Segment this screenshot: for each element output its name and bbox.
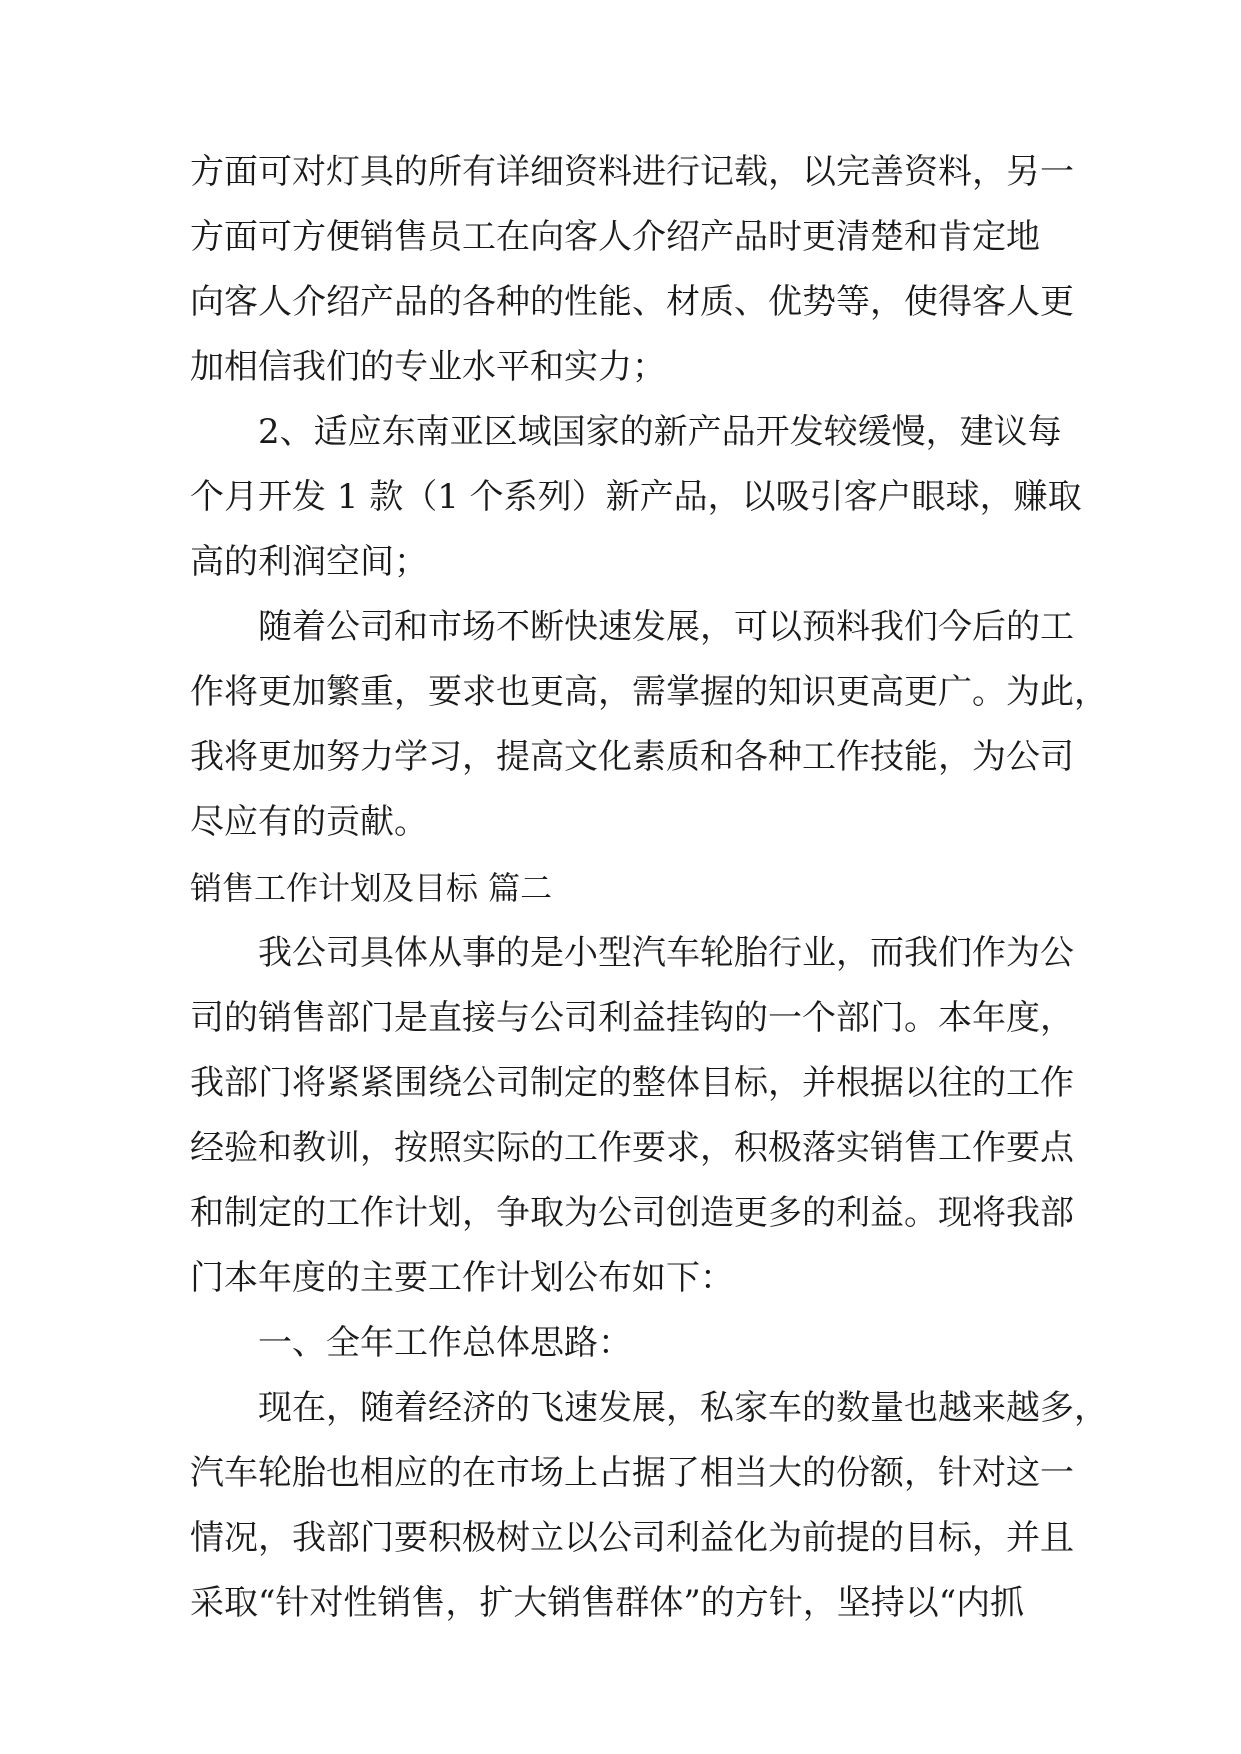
text-line: 尽应有的贡献。 [190, 802, 428, 842]
paragraph-market-situation [190, 1376, 1108, 1636]
text-line: 我部门将紧紧围绕公司制定的整体目标，并根据以往的工作 [190, 1063, 1074, 1103]
text-line: 我公司具体从事的是小型汽车轮胎行业，而我们作为公 [258, 933, 1074, 973]
text-line: 2、适应东南亚区域国家的新产品开发较缓慢，建议每 [258, 412, 1062, 452]
text-line: 个月开发 1 款（1 个系列）新产品，以吸引客户眼球，赚取 [190, 477, 1082, 517]
text-line: 采取“针对性销售，扩大销售群体”的方针，坚持以“内抓 [190, 1583, 1025, 1623]
text-line: 经验和教训，按照实际的工作要求，积极落实销售工作要点 [190, 1128, 1074, 1168]
text-line: 随着公司和市场不断快速发展，可以预料我们今后的工 [258, 607, 1074, 647]
text-line: 我将更加努力学习，提高文化素质和各种工作技能，为公司 [190, 737, 1074, 777]
paragraph-company-intro [190, 921, 1074, 1311]
text-line: 方面可方便销售员工在向客人介绍产品时更清楚和肯定地 [190, 217, 1040, 257]
paragraph-overall-idea [190, 1311, 1050, 1376]
paragraph-new-products [190, 400, 1082, 595]
text-line: 和制定的工作计划，争取为公司创造更多的利益。现将我部 [190, 1193, 1074, 1233]
text-line: 现在，随着经济的飞速发展，私家车的数量也越来越多， [258, 1388, 1108, 1428]
text-line: 司的销售部门是直接与公司利益挂钩的一个部门。本年度， [190, 998, 1074, 1038]
paragraph-learning [190, 595, 1108, 855]
text-line: 高的利润空间； [190, 542, 428, 582]
text-line: 门本年度的主要工作计划公布如下： [190, 1258, 734, 1298]
text-line: 作将更加繁重，要求也更高，需掌握的知识更高更广。为此， [190, 672, 1108, 712]
text-line: 一、全年工作总体思路： [258, 1323, 632, 1363]
paragraph-lamp-records [190, 140, 1074, 400]
text-line: 方面可对灯具的所有详细资料进行记载，以完善资料，另一 [190, 152, 1074, 192]
text-line: 汽车轮胎也相应的在市场上占据了相当大的份额，针对这一 [190, 1453, 1074, 1493]
text-line: 情况，我部门要积极树立以公司利益化为前提的目标，并且 [190, 1518, 1074, 1558]
text-line: 加相信我们的专业水平和实力； [190, 347, 666, 387]
section-heading: 销售工作计划及目标 篇二 [190, 869, 553, 907]
text-line: 向客人介绍产品的各种的性能、材质、优势等，使得客人更 [190, 282, 1074, 322]
